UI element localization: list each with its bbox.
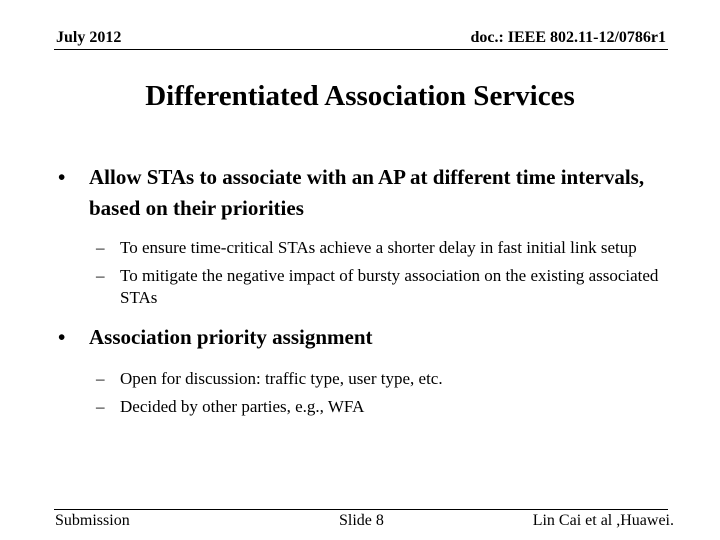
header-divider bbox=[54, 49, 668, 50]
dash-icon: – bbox=[96, 369, 105, 388]
bullet-2 bbox=[56, 322, 676, 353]
dash-icon: – bbox=[96, 397, 105, 416]
bullet-2-text: Association priority assignment bbox=[89, 325, 373, 349]
sub-bullet-2-1 bbox=[56, 368, 676, 390]
sub-bullet-2-2 bbox=[56, 396, 676, 418]
sub-bullet-2-2-text: Decided by other parties, e.g., WFA bbox=[120, 397, 365, 416]
sub-bullet-1-1-text: To ensure time-critical STAs achieve a shorter delay in fast initial link setup bbox=[120, 238, 637, 257]
footer-divider bbox=[54, 509, 668, 510]
dash-icon: – bbox=[96, 266, 105, 285]
slide-title: Differentiated Association Services bbox=[145, 80, 575, 112]
slide-body bbox=[56, 162, 676, 418]
bullet-1-text: Allow STAs to associate with an AP at different time intervals, based on their priorities bbox=[89, 165, 645, 220]
header-date: July 2012 bbox=[56, 29, 122, 46]
header-doc-id: doc.: IEEE 802.11-12/0786r1 bbox=[470, 29, 666, 46]
sub-bullet-2-1-text: Open for discussion: traffic type, user type, etc. bbox=[120, 369, 443, 388]
footer-slide-number: Slide 8 bbox=[339, 512, 384, 529]
sub-bullet-1-1 bbox=[56, 237, 676, 259]
footer-submission: Submission bbox=[55, 512, 130, 529]
footer-author: Lin Cai et al ,Huawei. bbox=[532, 512, 674, 529]
sub-bullet-1-2-text: To mitigate the negative impact of bursty association on the existing associated STAs bbox=[120, 266, 659, 307]
sub-bullet-1-2 bbox=[56, 265, 676, 309]
dash-icon: – bbox=[96, 238, 105, 257]
bullet-dot-icon: • bbox=[58, 325, 66, 349]
bullet-1 bbox=[56, 162, 676, 224]
bullet-dot-icon: • bbox=[58, 165, 66, 189]
